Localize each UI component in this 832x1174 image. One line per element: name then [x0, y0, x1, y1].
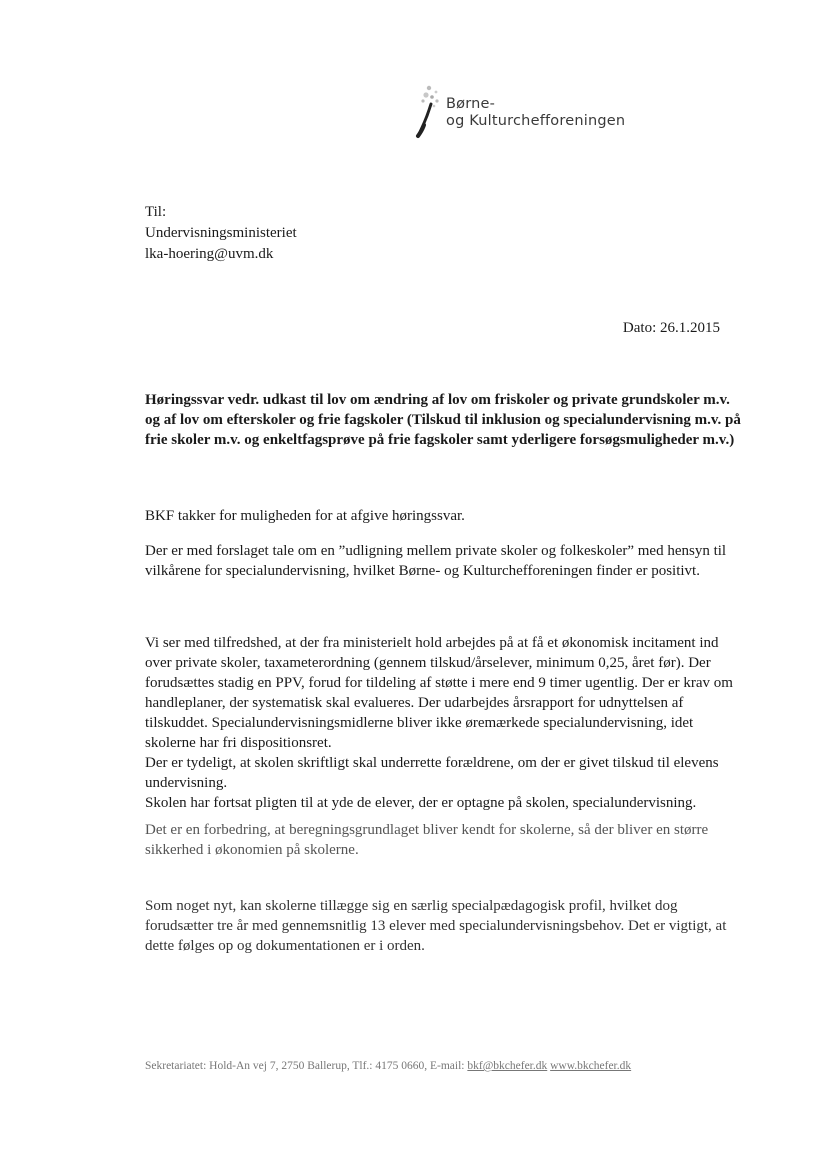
body-paragraph-3-line: Skolen har fortsat pligten til at yde de elever, der er optagne på skolen, specialundervisning.	[145, 795, 697, 811]
body-paragraph-5: Som noget nyt, kan skolerne tillægge sig en særlig specialpædagogisk profil, hvilket dog forudsætter tre år med gennemsnitlig 13 elever med specialundervisningsbehov. Det er vigtigt, at dette følges op og dokumentationen er i orden.	[145, 898, 727, 954]
recipient-email: lka-hoering@uvm.dk	[145, 246, 274, 262]
logo-line-2: og Kulturchefforeningen	[446, 113, 626, 129]
flower-stem-logo-icon	[412, 82, 446, 142]
body-paragraph-3	[145, 633, 735, 813]
body-paragraph-1: BKF takker for muligheden for at afgive høringssvar.	[145, 508, 465, 524]
recipient-name: Undervisningsministeriet	[145, 225, 297, 241]
footer-email-link[interactable]: bkf@bkchefer.dk	[467, 1060, 548, 1072]
recipient-block	[145, 202, 297, 265]
body-paragraph-2: Der er med forslaget tale om en ”udligning mellem private skoler og folkeskoler” med hensyn til vilkårene for specialundervisning, hvilket Børne- og Kulturchefforeningen finder er positivt.	[145, 543, 727, 579]
organization-logo	[412, 82, 652, 142]
footer-website-link[interactable]: www.bkchefer.dk	[550, 1060, 632, 1072]
letter-subject: Høringssvar vedr. udkast til lov om ændring af lov om friskoler og private grundskoler m.v. og af lov om efterskoler og frie fagskoler (Tilskud til inklusion og specialundervisning m.v. på frie skoler m.v. og enkeltfagsprøve på frie fagskoler samt yderligere forsøgsmuligheder m.v.)	[145, 392, 741, 448]
recipient-label: Til:	[145, 204, 167, 220]
body-paragraph-3-line: Der er tydeligt, at skolen skriftligt skal underrette forældrene, om der er givet tilskud til elevens undervisning.	[145, 755, 719, 791]
body-paragraph-4: Det er en forbedring, at beregningsgrundlaget bliver kendt for skolerne, så der bliver en større sikkerhed i økonomien på skolerne.	[145, 822, 709, 858]
organization-name	[446, 96, 625, 130]
logo-line-1: Børne-	[446, 96, 496, 112]
body-paragraph-3-line: Vi ser med tilfredshed, at der fra ministerielt hold arbejdes på at få et økonomisk incitament ind over private skoler, taxameterordning (gennem tilskud/årselever, minimum 0,25, året før). Der forudsættes stadig en PPV, forud for tildeling af støtte i mere end 9 timer ugentlig. Der er krav om handleplaner, der systematisk skal evalueres. Der udarbejdes årsrapport for udnyttelsen af tilskuddet. Specialundervisningsmidlerne bliver ikke øremærkede specialundervisning, idet skolerne har fri dispositionsret.	[145, 635, 733, 751]
footer-address: Sekretariatet: Hold-An vej 7, 2750 Ballerup, Tlf.: 4175 0660, E-mail:	[145, 1060, 465, 1072]
footer	[145, 1060, 631, 1072]
letter-date: Dato: 26.1.2015	[622, 320, 720, 336]
